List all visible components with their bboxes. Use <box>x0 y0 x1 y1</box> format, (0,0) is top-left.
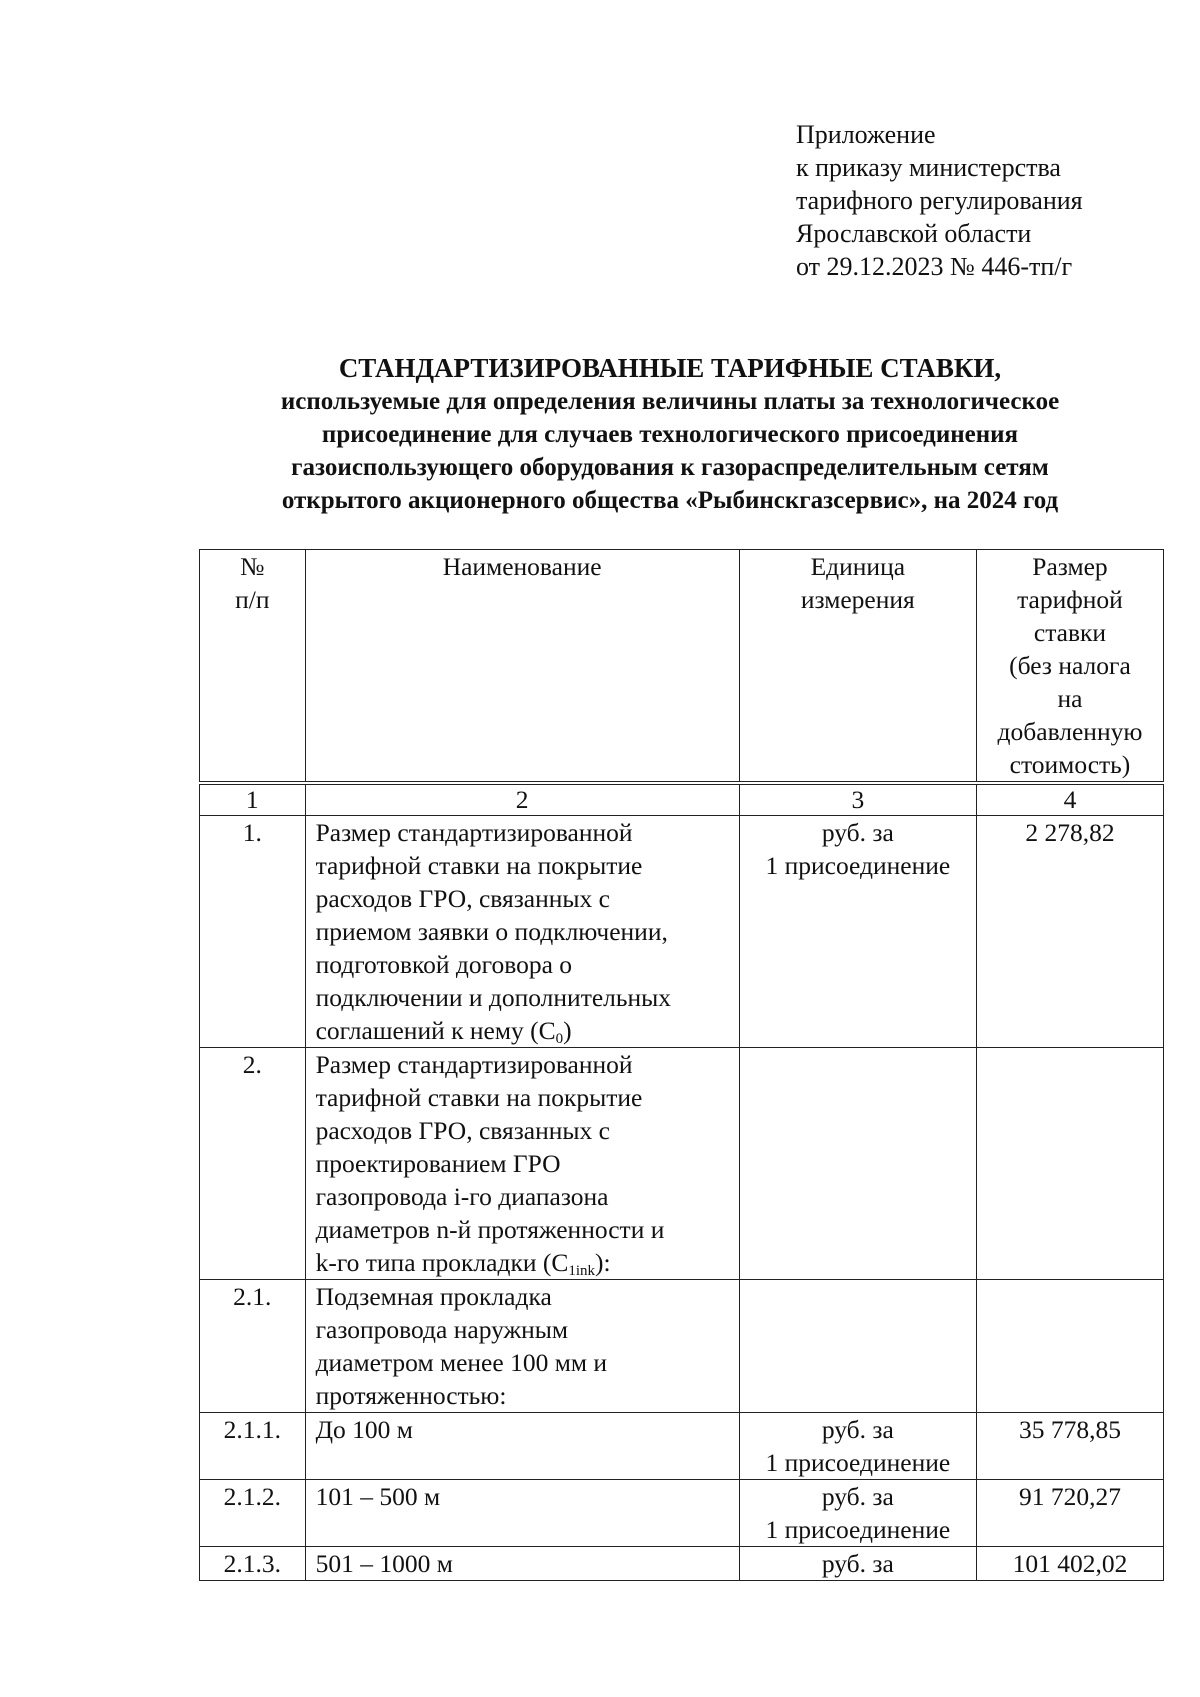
row-name-text: k-го типа прокладки (С <box>315 1248 569 1277</box>
column-number: 4 <box>976 783 1163 816</box>
row-rate: 101 402,02 <box>976 1547 1163 1581</box>
header-name-line: Наименование <box>442 552 602 581</box>
row-unit-line: 1 присоединение <box>765 1515 951 1544</box>
header-name <box>305 550 739 784</box>
row-unit-line: руб. за <box>821 1415 894 1444</box>
column-number-row <box>200 783 1164 816</box>
row-name-line: тарифной ставки на покрытие <box>315 851 643 880</box>
row-name-line: Подземная прокладка <box>315 1282 552 1311</box>
row-name-text: соглашений к нему (С <box>315 1016 556 1045</box>
row-rate: 35 778,85 <box>976 1413 1163 1480</box>
row-rate: 2 278,82 <box>976 816 1163 1048</box>
row-unit-line: руб. за <box>821 818 894 847</box>
row-name <box>305 1480 739 1547</box>
row-name-line: газопровода наружным <box>315 1315 569 1344</box>
column-number: 2 <box>305 783 739 816</box>
row-number: 2.1.2. <box>200 1480 306 1547</box>
row-unit-line: 1 присоединение <box>765 851 951 880</box>
row-number: 2.1. <box>200 1280 306 1413</box>
header-rate-line: добавленную <box>997 717 1143 746</box>
row-name-line: протяженностью: <box>315 1381 507 1410</box>
row-number: 2.1.1. <box>200 1413 306 1480</box>
table-header-row <box>200 550 1164 784</box>
row-unit <box>739 1480 976 1547</box>
header-unit <box>739 550 976 784</box>
row-name-text: ): <box>595 1248 611 1277</box>
row-name-line: газопровода i-го диапазона <box>315 1182 609 1211</box>
row-name-line: Размер стандартизированной <box>315 818 633 847</box>
table-row <box>200 1048 1164 1280</box>
row-unit <box>739 1547 976 1581</box>
row-name-line: подготовкой договора о <box>315 950 573 979</box>
table-row <box>200 1480 1164 1547</box>
column-number: 3 <box>739 783 976 816</box>
header-rate-line: (без налога <box>1009 651 1131 680</box>
table-row <box>200 1547 1164 1581</box>
table-row <box>200 1280 1164 1413</box>
appendix-line: Ярославской области <box>796 219 1032 248</box>
row-name <box>305 816 739 1048</box>
row-rate <box>976 1280 1163 1413</box>
header-rate-line: Размер <box>1032 552 1108 581</box>
header-num-line: № <box>240 552 265 581</box>
row-name-line: диаметров n-й протяженности и <box>315 1215 665 1244</box>
row-name <box>305 1048 739 1280</box>
appendix-block <box>796 118 1083 283</box>
row-name-line: расходов ГРО, связанных с <box>315 1116 610 1145</box>
row-name-line: Размер стандартизированной <box>315 1050 633 1079</box>
appendix-line: тарифного регулирования <box>796 186 1083 215</box>
table-row <box>200 816 1164 1048</box>
row-name <box>305 1280 739 1413</box>
header-rate-line: стоимость) <box>1009 750 1131 779</box>
header-rate-line: на <box>1057 684 1083 713</box>
row-name-line: 101 – 500 м <box>315 1482 441 1511</box>
appendix-line: от 29.12.2023 № 446-тп/г <box>796 252 1073 281</box>
row-name-line: До 100 м <box>315 1415 413 1444</box>
row-name-line: приемом заявки о подключении, <box>315 917 668 946</box>
header-unit-line: Единица <box>810 552 906 581</box>
row-name-line: диаметром менее 100 мм и <box>315 1348 607 1377</box>
row-number: 2.1.3. <box>200 1547 306 1581</box>
row-name <box>305 1547 739 1581</box>
row-name-line <box>316 1246 739 1279</box>
row-unit <box>739 1048 976 1280</box>
header-num <box>200 550 306 784</box>
header-rate <box>976 550 1163 784</box>
row-unit <box>739 1280 976 1413</box>
column-number: 1 <box>200 783 306 816</box>
document-heading <box>200 352 1140 517</box>
document-subtitle-line: присоединение для случаев технологического присоединения <box>321 421 1019 448</box>
row-name <box>305 1413 739 1480</box>
document-subtitle-line: используемые для определения величины платы за технологическое <box>280 388 1060 415</box>
tariff-table <box>199 549 1164 1581</box>
table-row <box>200 1413 1164 1480</box>
row-rate: 91 720,27 <box>976 1480 1163 1547</box>
row-rate <box>976 1048 1163 1280</box>
row-name-line <box>316 1014 739 1047</box>
row-name-line: проектированием ГРО <box>315 1149 561 1178</box>
header-num-line: п/п <box>235 585 270 614</box>
row-name-line: подключении и дополнительных <box>315 983 672 1012</box>
row-unit-line: руб. за <box>821 1482 894 1511</box>
row-unit-line: руб. за <box>821 1549 894 1578</box>
appendix-line: Приложение <box>796 120 936 149</box>
row-number: 1. <box>200 816 306 1048</box>
header-unit-line: измерения <box>800 585 915 614</box>
appendix-line: к приказу министерства <box>796 153 1061 182</box>
row-name-subscript: 0 <box>555 1031 564 1047</box>
row-name-subscript: 1ink <box>568 1263 596 1279</box>
row-name-line: тарифной ставки на покрытие <box>315 1083 643 1112</box>
row-unit <box>739 816 976 1048</box>
row-unit-line: 1 присоединение <box>765 1448 951 1477</box>
row-name-text: ) <box>563 1016 572 1045</box>
row-number: 2. <box>200 1048 306 1280</box>
header-rate-line: тарифной <box>1017 585 1123 614</box>
row-unit <box>739 1413 976 1480</box>
document-title: СТАНДАРТИЗИРОВАННЫЕ ТАРИФНЫЕ СТАВКИ, <box>338 353 1002 383</box>
header-rate-line: ставки <box>1033 618 1107 647</box>
document-subtitle-line: газоиспользующего оборудования к газораспределительным сетям <box>291 454 1049 481</box>
row-name-line: 501 – 1000 м <box>315 1549 453 1578</box>
document-subtitle-line: открытого акционерного общества «Рыбинскгазсервис», на 2024 год <box>281 487 1059 514</box>
row-name-line: расходов ГРО, связанных с <box>315 884 610 913</box>
